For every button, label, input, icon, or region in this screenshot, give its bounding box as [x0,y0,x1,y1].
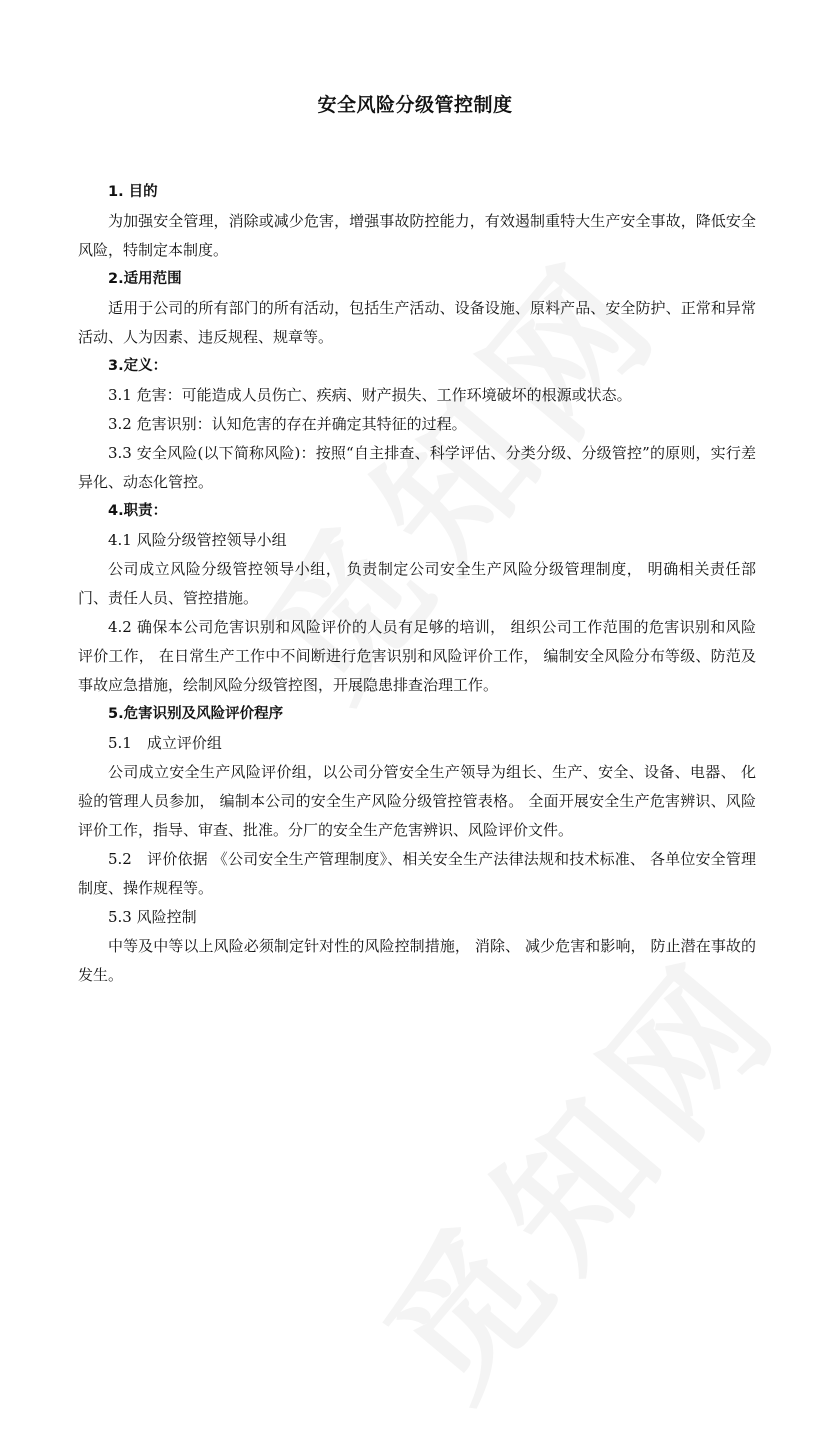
paragraph: 5.3 风险控制 [108,908,197,926]
paragraph: 4.2 确保本公司危害识别和风险评价的人员有足够的培训， 组织公司工作范围的危害识别和风险评价工作， 在日常生产工作中不间断进行危害识别和风险评价工作， 编制安全风险分布等级、防范及事故应急措施，绘制风险分级管控图，开展隐患排查治理工作。 [78,618,756,694]
paragraph: 4.1 风险分级管控领导小组 [108,531,287,549]
paragraph: 3.1 危害：可能造成人员伤亡、疾病、财产损失、工作环境破坏的根源或状态。 [108,386,632,404]
section-heading: 4.职责： [108,503,168,519]
paragraph: 5.1 成立评价组 [108,734,222,752]
paragraph: 适用于公司的所有部门的所有活动，包括生产活动、设备设施、原料产品、安全防护、正常和异常活动、人为因素、违反规程、规章等。 [78,299,756,346]
section-heading: 3.定义： [108,358,168,374]
page-title: 安全风险分级管控制度 [317,94,513,116]
paragraph: 中等及中等以上风险必须制定针对性的风险控制措施， 消除、 减少危害和影响， 防止潜在事故的发生。 [78,937,756,984]
document-body [78,178,756,990]
paragraph: 为加强安全管理，消除或减少危害，增强事故防控能力，有效遏制重特大生产安全事故，降低安全风险，特制定本制度。 [78,212,756,259]
paragraph: 公司成立安全生产风险评价组，以公司分管安全生产领导为组长、生产、安全、设备、电器、 化验的管理人员参加， 编制本公司的安全生产风险分级管控管表格。 全面开展安全生产危害辨识、风险评价工作，指导、审查、批准。分厂的安全生产危害辨识、风险评价文件。 [78,763,756,839]
section-heading: 2.适用范围 [108,271,182,287]
paragraph: 3.2 危害识别：认知危害的存在并确定其特征的过程。 [108,415,467,433]
section-heading: 5.危害识别及风险评价程序 [108,706,284,722]
paragraph: 5.2 评价依据 《公司安全生产管理制度》、相关安全生产法律法规和技术标准、 各单位安全管理制度、操作规程等。 [78,850,756,897]
paragraph: 公司成立风险分级管控领导小组， 负责制定公司安全生产风险分级管理制度， 明确相关责任部门、责任人员、管控措施。 [78,560,756,607]
section-heading: 1. 目的 [108,184,158,200]
paragraph: 3.3 安全风险(以下简称风险)：按照“自主排查、科学评估、分类分级、分级管控”的原则，实行差异化、动态化管控。 [78,444,756,491]
